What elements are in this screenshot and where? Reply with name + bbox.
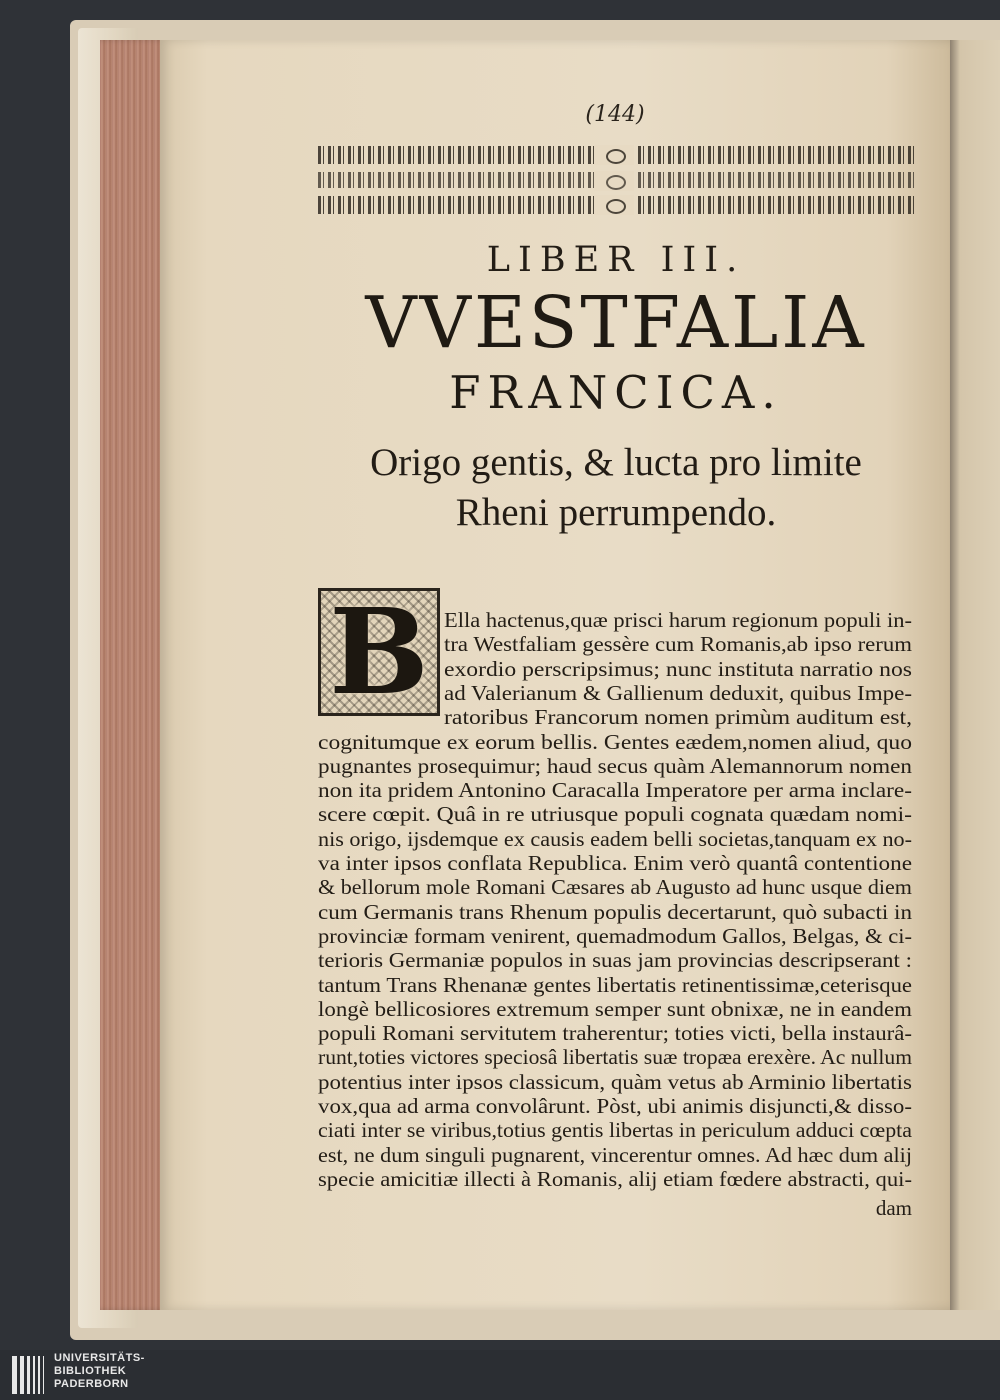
text-line: non ita pridem Antonino Caracalla Imperatore per arma inclare- bbox=[318, 778, 912, 803]
text-line: vox,qua ad arma convolârunt. Pòst, ubi animis disjuncti,& disso- bbox=[318, 1094, 912, 1118]
text-line: cum Germanis trans Rhenum populis decertarunt, quò subacti in bbox=[318, 899, 912, 924]
ornament-band-middle bbox=[318, 172, 914, 188]
text-line: & bellorum mole Romani Cæsares ab Augusto ad hunc usque diem bbox=[318, 875, 913, 900]
text-line: potentius inter ipsos classicum, quàm vetus ab Arminio libertatis bbox=[318, 1069, 912, 1094]
logo-line: UNIVERSITÄTS- bbox=[54, 1352, 145, 1364]
library-logo-text bbox=[54, 1352, 204, 1400]
text-line: nis origo, ijsdemque ex causis eadem belli societas,tanquam ex no- bbox=[318, 826, 912, 851]
text-line: est, ne dum singuli pugnarent, vincerentur omnes. Ad hæc dum alij bbox=[318, 1142, 912, 1167]
chapter-subtitle bbox=[318, 438, 914, 538]
chapter-title: VVESTFALIA bbox=[365, 281, 867, 364]
chapter-title-second-line: FRANCICA. bbox=[449, 366, 783, 419]
ornament-center-icon bbox=[594, 145, 634, 165]
text-line: provinciæ formam venirent, quemadmodum Gallos, Belgas, & ci- bbox=[318, 923, 912, 948]
page-number: (144) bbox=[585, 102, 645, 127]
text-line: populi Romani servitutem traherentur; toties victi, bella instaurâ- bbox=[318, 1021, 912, 1046]
ornament-center-icon bbox=[594, 171, 634, 191]
text-line: va inter ipsos conflata Republica. Enim verò quantâ contentione bbox=[318, 851, 912, 875]
ornament-center-icon bbox=[594, 195, 634, 215]
text-line: specie amicitiæ illecti à Romanis, alij etiam fœdere abstracti, qui- bbox=[318, 1166, 912, 1191]
text-line: exordio perscripsimus; nunc instituta narratio nos bbox=[444, 656, 912, 681]
text-line: ratoribus Francorum nomen primùm auditum est, bbox=[444, 705, 912, 730]
library-logo-icon bbox=[10, 1354, 54, 1396]
catchword: dam bbox=[875, 1196, 912, 1220]
subtitle-line: Origo gentis, & lucta pro limite bbox=[370, 441, 862, 484]
text-line: tra Westfaliam gessère cum Romanis,ab ipso rerum bbox=[444, 632, 912, 657]
text-line: ciati inter se viribus,totius gentis libertas in periculum adduci cœpta bbox=[318, 1118, 912, 1143]
text-line: terioris Germaniæ populos in suas jam provincias descripserant : bbox=[318, 948, 912, 973]
book-label: LIBER III. bbox=[486, 240, 746, 280]
subtitle-line: Rheni perrumpendo. bbox=[455, 491, 777, 534]
text-line: pugnantes prosequimur; haud secus quàm Alemannorum nomen bbox=[318, 753, 912, 778]
text-line: ad Valerianum & Gallienum deduxit, quibus Impe- bbox=[444, 680, 912, 705]
text-line: longè bellicosiores extremum semper sunt obnixæ, ne in eandem bbox=[318, 996, 912, 1021]
text-line: Ella hactenus,quæ prisci harum regionum populi in- bbox=[444, 608, 912, 632]
text-line: tantum Trans Rhenanæ gentes libertatis retinentissimæ,ceterisque bbox=[318, 972, 912, 997]
logo-line: PADERBORN bbox=[54, 1378, 129, 1390]
ornament-band-top bbox=[318, 146, 914, 164]
logo-line: BIBLIOTHEK bbox=[54, 1365, 127, 1377]
ornament-band-bottom bbox=[318, 196, 914, 214]
text-line: cognitumque ex eorum bellis. Gentes eædem,nomen aliud, quo bbox=[318, 729, 912, 754]
text-line: scere cœpit. Quâ in re utriusque populi cognata quædam nomi- bbox=[318, 802, 912, 827]
facing-page-edge bbox=[950, 40, 1000, 1310]
decorated-initial-icon bbox=[318, 582, 440, 721]
text-line: runt,toties victores speciosâ libertatis suæ tropæa erexère. Ac nullum bbox=[318, 1045, 912, 1070]
drop-cap-letter: B bbox=[329, 582, 429, 721]
